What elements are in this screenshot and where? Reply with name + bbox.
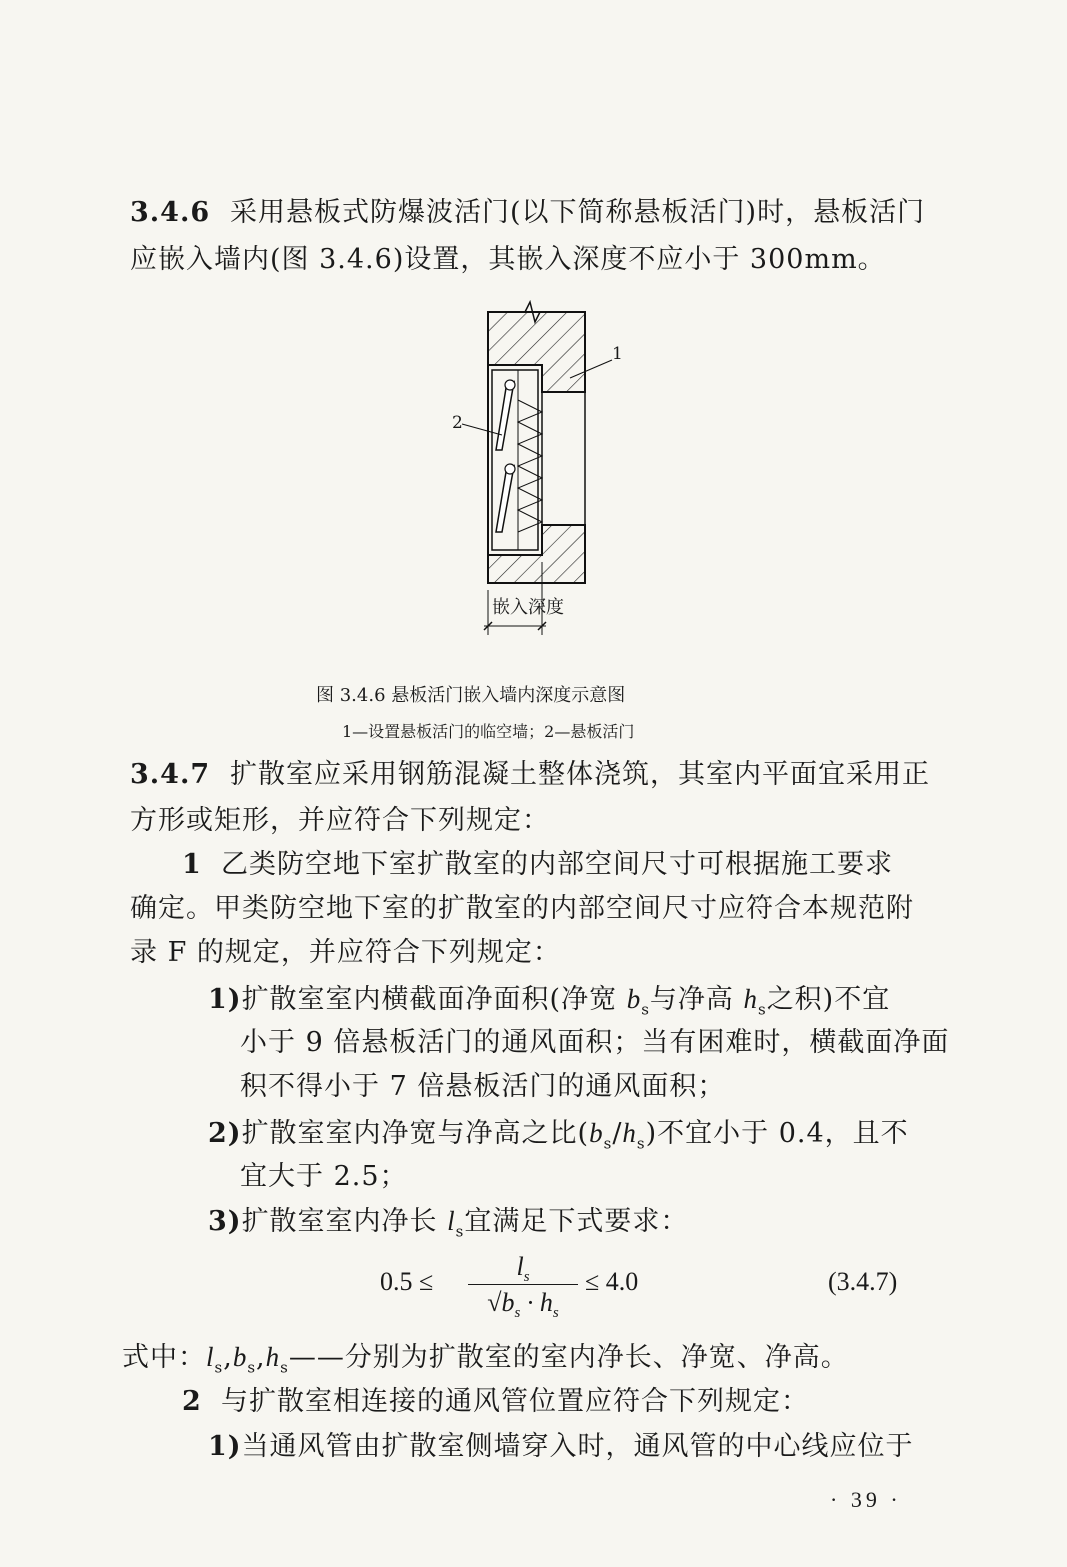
formula-3-4-7: [380, 1250, 940, 1330]
where-line: 式中：$l_s,b_s,h_s——$分别为扩散室的室内净长、净宽、净高。: [122, 1342, 849, 1377]
clause-3-4-7-line-2: 方形或矩形，并应符合下列规定：: [130, 805, 550, 836]
equation-number: (3.4.7): [828, 1267, 898, 1296]
formula-numerator: l: [516, 1252, 524, 1281]
figure-label-2: 2: [452, 413, 463, 433]
clause-number: 3.4.6: [130, 197, 211, 228]
clause-3-4-6-line-2: 应嵌入墙内(图 3.4.6)设置，其嵌入深度不应小于 300mm。: [130, 244, 886, 275]
sub-1-line-2: 小于 9 倍悬板活门的通风面积；当有困难时，横截面净面: [240, 1027, 950, 1058]
formula-right: ≤ 4.0: [585, 1267, 639, 1296]
sub-1-line-1: 1)扩散室室内横截面净面积(净宽 $b_s$与净高 $h_s$之积)不宜: [208, 984, 891, 1019]
page-number: · 39 ·: [830, 1487, 902, 1512]
item-1-line-3: 录 F 的规定，并应符合下列规定：: [130, 937, 561, 968]
formula-fraction: $l_s$ $√b_s \cdot h_s$: [468, 1250, 578, 1331]
sub-2-line-2: 宜大于 2.5；: [240, 1161, 408, 1192]
clause-3-4-6-line-1: 3.4.6 采用悬板式防爆波活门(以下简称悬板活门)时，悬板活门: [130, 197, 926, 228]
clause-3-4-7-line-1: 3.4.7 扩散室应采用钢筋混凝土整体浇筑，其室内平面宜采用正: [130, 759, 930, 790]
sub-2-1-line-1: 1)当通风管由扩散室侧墙穿入时，通风管的中心线应位于: [208, 1431, 914, 1462]
item-2-line-1: 2 与扩散室相连接的通风管位置应符合下列规定：: [182, 1386, 809, 1417]
figure-legend: 1—设置悬板活门的临空墙；2—悬板活门: [342, 722, 635, 741]
sub-1-line-3: 积不得小于 7 倍悬板活门的通风面积；: [240, 1071, 726, 1102]
figure-label-1: 1: [612, 344, 623, 364]
sub-2-line-1: 2)扩散室室内净宽与净高之比$(b_s/h_s)$不宜小于 0.4，且不: [208, 1118, 909, 1153]
sub-3-line-1: 3)扩散室室内净长 $l_s$宜满足下式要求：: [208, 1206, 689, 1241]
wall-embed-diagram: [440, 300, 640, 640]
item-1-line-1: 1 乙类防空地下室扩散室的内部空间尺寸可根据施工要求: [182, 849, 893, 880]
figure-caption: 图 3.4.6 悬板活门嵌入墙内深度示意图: [316, 685, 626, 706]
clause-number: 3.4.7: [130, 759, 211, 790]
formula-left: 0.5 ≤: [380, 1267, 434, 1296]
embed-depth-label: 嵌入深度: [492, 597, 564, 618]
item-1-line-2: 确定。甲类防空地下室的扩散室的内部空间尺寸应符合本规范附: [130, 893, 914, 924]
